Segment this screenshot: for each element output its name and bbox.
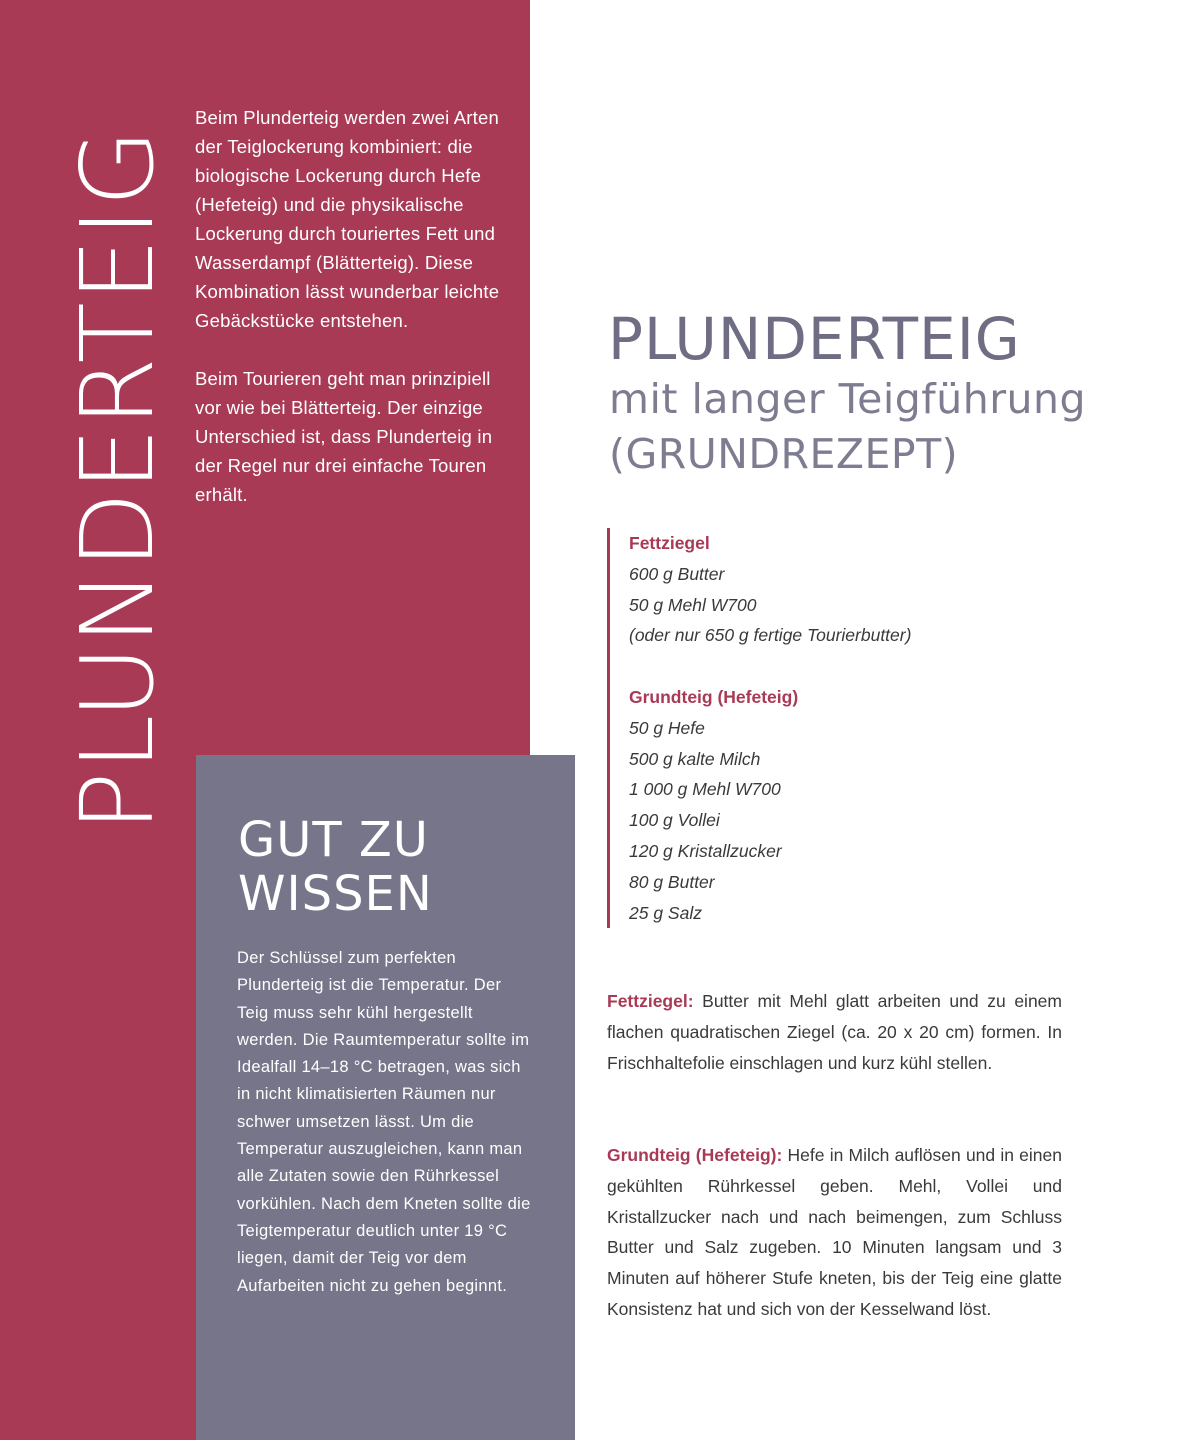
instruction-label: Grundteig (Hefeteig): xyxy=(607,1145,783,1165)
intro-paragraph-1: Beim Plunderteig werden zwei Arten der Teiglockerung kombiniert: die biologische Lockerung durch Hefe (Hefeteig) und die physikalische Lockerung durch touriertes Fett und Wasserdampf (Blätterteig). Diese Kombination lässt wunderbar leichte Gebäckstücke entstehen. xyxy=(195,107,500,331)
vertical-title: PLUNDERTEIG xyxy=(59,128,176,832)
info-title-line-1: GUT ZU xyxy=(238,812,429,868)
instruction-fettziegel xyxy=(607,986,1062,1078)
intro-paragraph-2: Beim Tourieren geht man prinzipiell vor wie bei Blätterteig. Der einzige Unterschied ist, dass Plunderteig in der Regel nur drei einfache Touren erhält. xyxy=(195,368,493,505)
ingredient-item: 120 g Kristallzucker xyxy=(629,840,782,861)
recipe-subtitle-line-2: (GRUNDREZEPT) xyxy=(609,430,959,478)
ingredient-item: 25 g Salz xyxy=(629,902,702,923)
info-title-line-2: WISSEN xyxy=(238,866,433,922)
recipe-title: PLUNDERTEIG xyxy=(608,305,1021,373)
vertical-title-wrapper xyxy=(59,105,176,855)
ingredient-item: 80 g Butter xyxy=(629,871,715,892)
info-box xyxy=(196,755,575,1440)
ingredient-item: 500 g kalte Milch xyxy=(629,748,761,769)
ingredient-item: 50 g Hefe xyxy=(629,717,705,738)
instruction-label: Fettziegel: xyxy=(607,991,694,1011)
ingredient-item: 1 000 g Mehl W700 xyxy=(629,779,781,800)
ingredient-item: (oder nur 650 g fertige Tourierbutter) xyxy=(629,625,912,646)
recipe-subtitle xyxy=(609,372,1169,482)
instruction-text: Hefe in Milch auflösen und in einen gekühlten Rührkessel geben. Mehl, Vollei und Kristallzucker nach und nach beimengen, zum Schluss Butter und Salz zugeben. 10 Minuten langsam und 3 Minuten auf höherer Stufe kneten, bis der Teig eine glatte Konsistenz hat und sich von der Kesselwand löst. xyxy=(607,1145,1062,1319)
instruction-grundteig xyxy=(607,1140,1062,1325)
ingredient-group-heading: Fettziegel xyxy=(629,533,710,553)
ingredient-group-heading: Grundteig (Hefeteig) xyxy=(629,686,799,707)
ingredient-item: 100 g Vollei xyxy=(629,810,720,831)
intro-text xyxy=(195,103,505,538)
ingredient-group-spacer xyxy=(629,651,1079,682)
info-text: Der Schlüssel zum perfekten Plunderteig ist die Temperatur. Der Teig muss sehr kühl hergestellt werden. Die Raumtemperatur sollte im Idealfall 14–18 °C betragen, was sich in nicht klimatisierten Räumen nur schwer umsetzen lässt. Um die Temperatur auszugleichen, kann man alle Zutaten sowie den Rührkessel vorkühlen. Nach dem Kneten sollte die Teigtemperatur deutlich unter 19 °C liegen, damit der Teig vor dem Aufarbeiten nicht zu gehen beginnt. xyxy=(237,949,531,1295)
ingredient-list xyxy=(607,528,1079,928)
recipe-subtitle-line-1: mit langer Teigführung xyxy=(609,375,1087,423)
ingredient-item: 50 g Mehl W700 xyxy=(629,594,757,615)
info-title xyxy=(238,813,433,921)
ingredient-item: 600 g Butter xyxy=(629,563,725,584)
instruction-text: Butter mit Mehl glatt arbeiten und zu einem flachen quadratischen Ziegel (ca. 20 x 20 cm) formen. In Frischhaltefolie einschlagen und kurz kühl stellen. xyxy=(607,991,1062,1073)
